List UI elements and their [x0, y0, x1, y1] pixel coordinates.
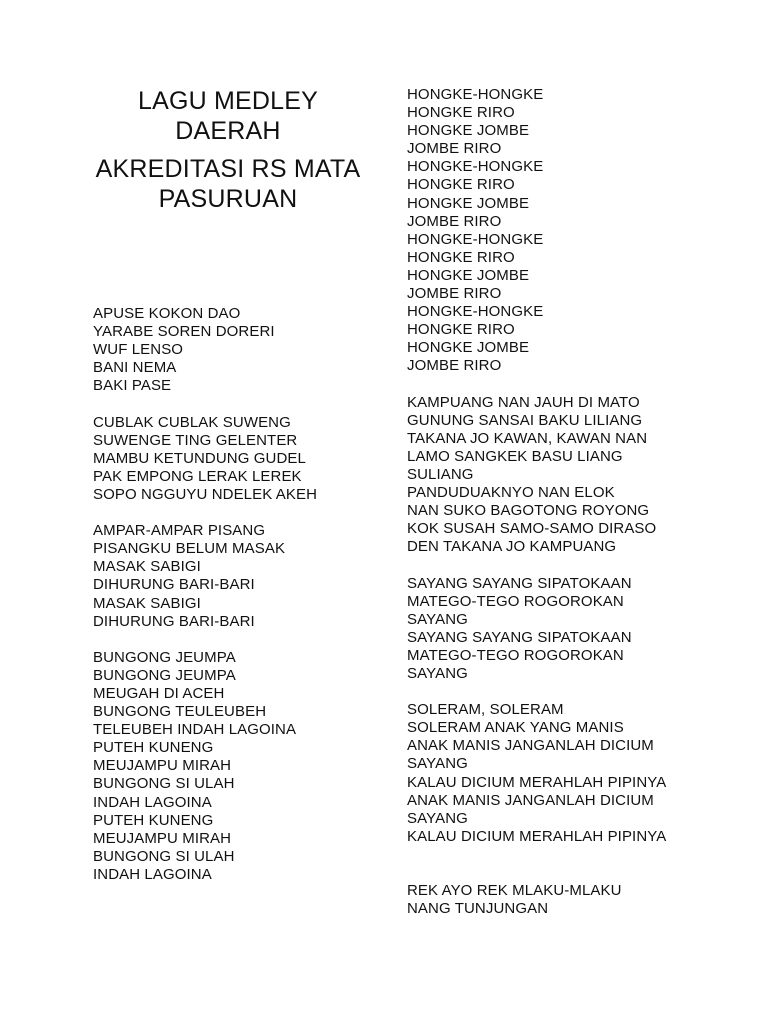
- lyric-line: BAKI PASE: [93, 377, 172, 395]
- lyric-line: INDAH LAGOINA: [93, 865, 212, 883]
- lyric-line: DIHURUNG BARI-BARI: [93, 576, 255, 594]
- lyric-line: HONGKE-HONGKE: [407, 230, 544, 248]
- lyric-line: HONGKE-HONGKE: [407, 303, 544, 321]
- lyric-line: DEN TAKANA JO KAMPUANG: [407, 538, 617, 556]
- lyric-line: DIHURUNG BARI-BARI: [93, 612, 255, 630]
- lyric-line: HONGKE JOMBE: [407, 194, 530, 212]
- lyric-line: SAYANG: [407, 665, 468, 682]
- lyric-line: NAN SUKO BAGOTONG ROYONG: [407, 502, 650, 520]
- lyrics-stanza: [407, 882, 666, 918]
- lyric-line: REK AYO REK MLAKU-MLAKU: [407, 882, 622, 900]
- lyric-line: GUNUNG SANSAI BAKU LILIANG: [407, 411, 643, 429]
- page-subtitle-line-1: AKREDITASI RS MATA: [95, 155, 361, 183]
- lyric-line: BUNGONG SI ULAH: [93, 775, 235, 793]
- lyric-line: SAYANG SAYANG SIPATOKAAN: [407, 628, 632, 646]
- lyric-line: KAMPUANG NAN JAUH DI MATO: [407, 393, 640, 411]
- lyric-line: PAK EMPONG LERAK LEREK: [93, 467, 302, 485]
- lyrics-stanza: [407, 575, 666, 684]
- lyrics-column-right: [407, 86, 666, 918]
- lyric-line: MASAK SABIGI: [93, 594, 201, 612]
- lyric-line: TELEUBEH INDAH LAGOINA: [93, 721, 297, 739]
- stanza-spacer: [407, 846, 666, 882]
- lyric-line: NANG TUNJUNGAN: [407, 900, 549, 918]
- lyric-line: BUNGONG JEUMPA: [93, 666, 236, 684]
- lyrics-stanza: [93, 649, 317, 884]
- lyric-line: HONGKE RIRO: [407, 104, 515, 122]
- lyric-line: HONGKE JOMBE: [407, 122, 530, 140]
- lyric-line: SAYANG: [407, 809, 468, 827]
- lyric-line: JOMBE RIRO: [407, 285, 502, 303]
- lyric-line: MATEGO-TEGO ROGOROKAN: [407, 592, 624, 610]
- lyrics-column-left: [93, 305, 317, 884]
- lyrics-stanza: [93, 522, 317, 631]
- lyric-line: MEUGAH DI ACEH: [93, 684, 225, 702]
- lyric-line: PUTEH KUNENG: [93, 739, 214, 757]
- lyric-line: HONGKE JOMBE: [407, 266, 530, 284]
- lyric-line: HONGKE-HONGKE: [407, 158, 544, 176]
- lyric-line: HONGKE RIRO: [407, 248, 515, 266]
- lyric-line: TAKANA JO KAWAN, KAWAN NAN: [407, 429, 648, 447]
- lyric-line: SOLERAM, SOLERAM: [407, 701, 564, 719]
- lyric-line: KOK SUSAH SAMO-SAMO DIRASO: [407, 520, 657, 538]
- lyric-line: MATEGO-TEGO ROGOROKAN: [407, 646, 624, 664]
- lyric-line: PANDUDUAKNYO NAN ELOK: [407, 484, 615, 502]
- page-title-line-1: LAGU MEDLEY: [137, 87, 319, 115]
- lyric-line: BANI NEMA: [93, 359, 177, 377]
- lyric-line: LAMO SANGKEK BASU LIANG: [407, 447, 623, 465]
- title-block: [88, 86, 368, 214]
- lyric-line: MEUJAMPU MIRAH: [93, 829, 232, 847]
- lyrics-stanza: [407, 701, 666, 846]
- lyric-line: JOMBE RIRO: [407, 140, 502, 158]
- lyric-line: PISANGKU BELUM MASAK: [93, 540, 286, 558]
- lyric-line: SAYANG: [407, 610, 468, 628]
- stanza-spacer: [93, 504, 317, 522]
- lyric-line: KALAU DICIUM MERAHLAH PIPINYA: [407, 773, 667, 791]
- lyric-line: MAMBU KETUNDUNG GUDEL: [93, 449, 306, 467]
- lyric-line: ANAK MANIS JANGANLAH DICIUM: [407, 737, 654, 755]
- lyric-line: PUTEH KUNENG: [93, 811, 214, 829]
- lyric-line: HONGKE RIRO: [407, 321, 515, 339]
- lyric-line: INDAH LAGOINA: [93, 793, 212, 811]
- lyric-line: SAYANG: [407, 755, 468, 773]
- lyric-line: SOLERAM ANAK YANG MANIS: [407, 719, 624, 737]
- stanza-spacer: [407, 376, 666, 394]
- lyric-line: JOMBE RIRO: [407, 357, 502, 375]
- lyric-line: APUSE KOKON DAO: [93, 305, 241, 322]
- lyric-line: SAYANG SAYANG SIPATOKAAN: [407, 574, 632, 592]
- lyric-line: BUNGONG JEUMPA: [93, 648, 236, 666]
- page-title-line-2: DAERAH: [175, 117, 281, 145]
- lyric-line: MEUJAMPU MIRAH: [93, 757, 232, 775]
- lyric-line: CUBLAK CUBLAK SUWENG: [93, 413, 291, 431]
- lyrics-stanza: [93, 305, 317, 395]
- lyric-line: BUNGONG SI ULAH: [93, 847, 235, 865]
- lyrics-stanza: [407, 394, 666, 557]
- lyric-line: SUWENGE TING GELENTER: [93, 431, 298, 449]
- lyric-line: ANAK MANIS JANGANLAH DICIUM: [407, 791, 654, 809]
- stanza-spacer: [93, 395, 317, 413]
- lyric-line: SULIANG: [407, 465, 474, 483]
- lyric-line: HONGKE JOMBE: [407, 339, 530, 357]
- lyrics-stanza: [407, 86, 666, 376]
- stanza-spacer: [93, 631, 317, 649]
- lyric-line: HONGKE-HONGKE: [407, 86, 544, 103]
- page-subtitle-line-2: PASURUAN: [158, 185, 298, 213]
- lyric-line: KALAU DICIUM MERAHLAH PIPINYA: [407, 827, 667, 845]
- lyric-line: BUNGONG TEULEUBEH: [93, 703, 267, 721]
- lyric-line: JOMBE RIRO: [407, 212, 502, 230]
- lyric-line: HONGKE RIRO: [407, 176, 515, 194]
- stanza-spacer: [407, 556, 666, 574]
- lyrics-stanza: [93, 414, 317, 504]
- lyric-line: SOPO NGGUYU NDELEK AKEH: [93, 485, 318, 503]
- lyric-line: MASAK SABIGI: [93, 558, 201, 576]
- lyric-line: AMPAR-AMPAR PISANG: [93, 522, 266, 540]
- stanza-spacer: [407, 683, 666, 701]
- lyric-line: WUF LENSO: [93, 341, 184, 359]
- lyric-line: YARABE SOREN DORERI: [93, 323, 275, 341]
